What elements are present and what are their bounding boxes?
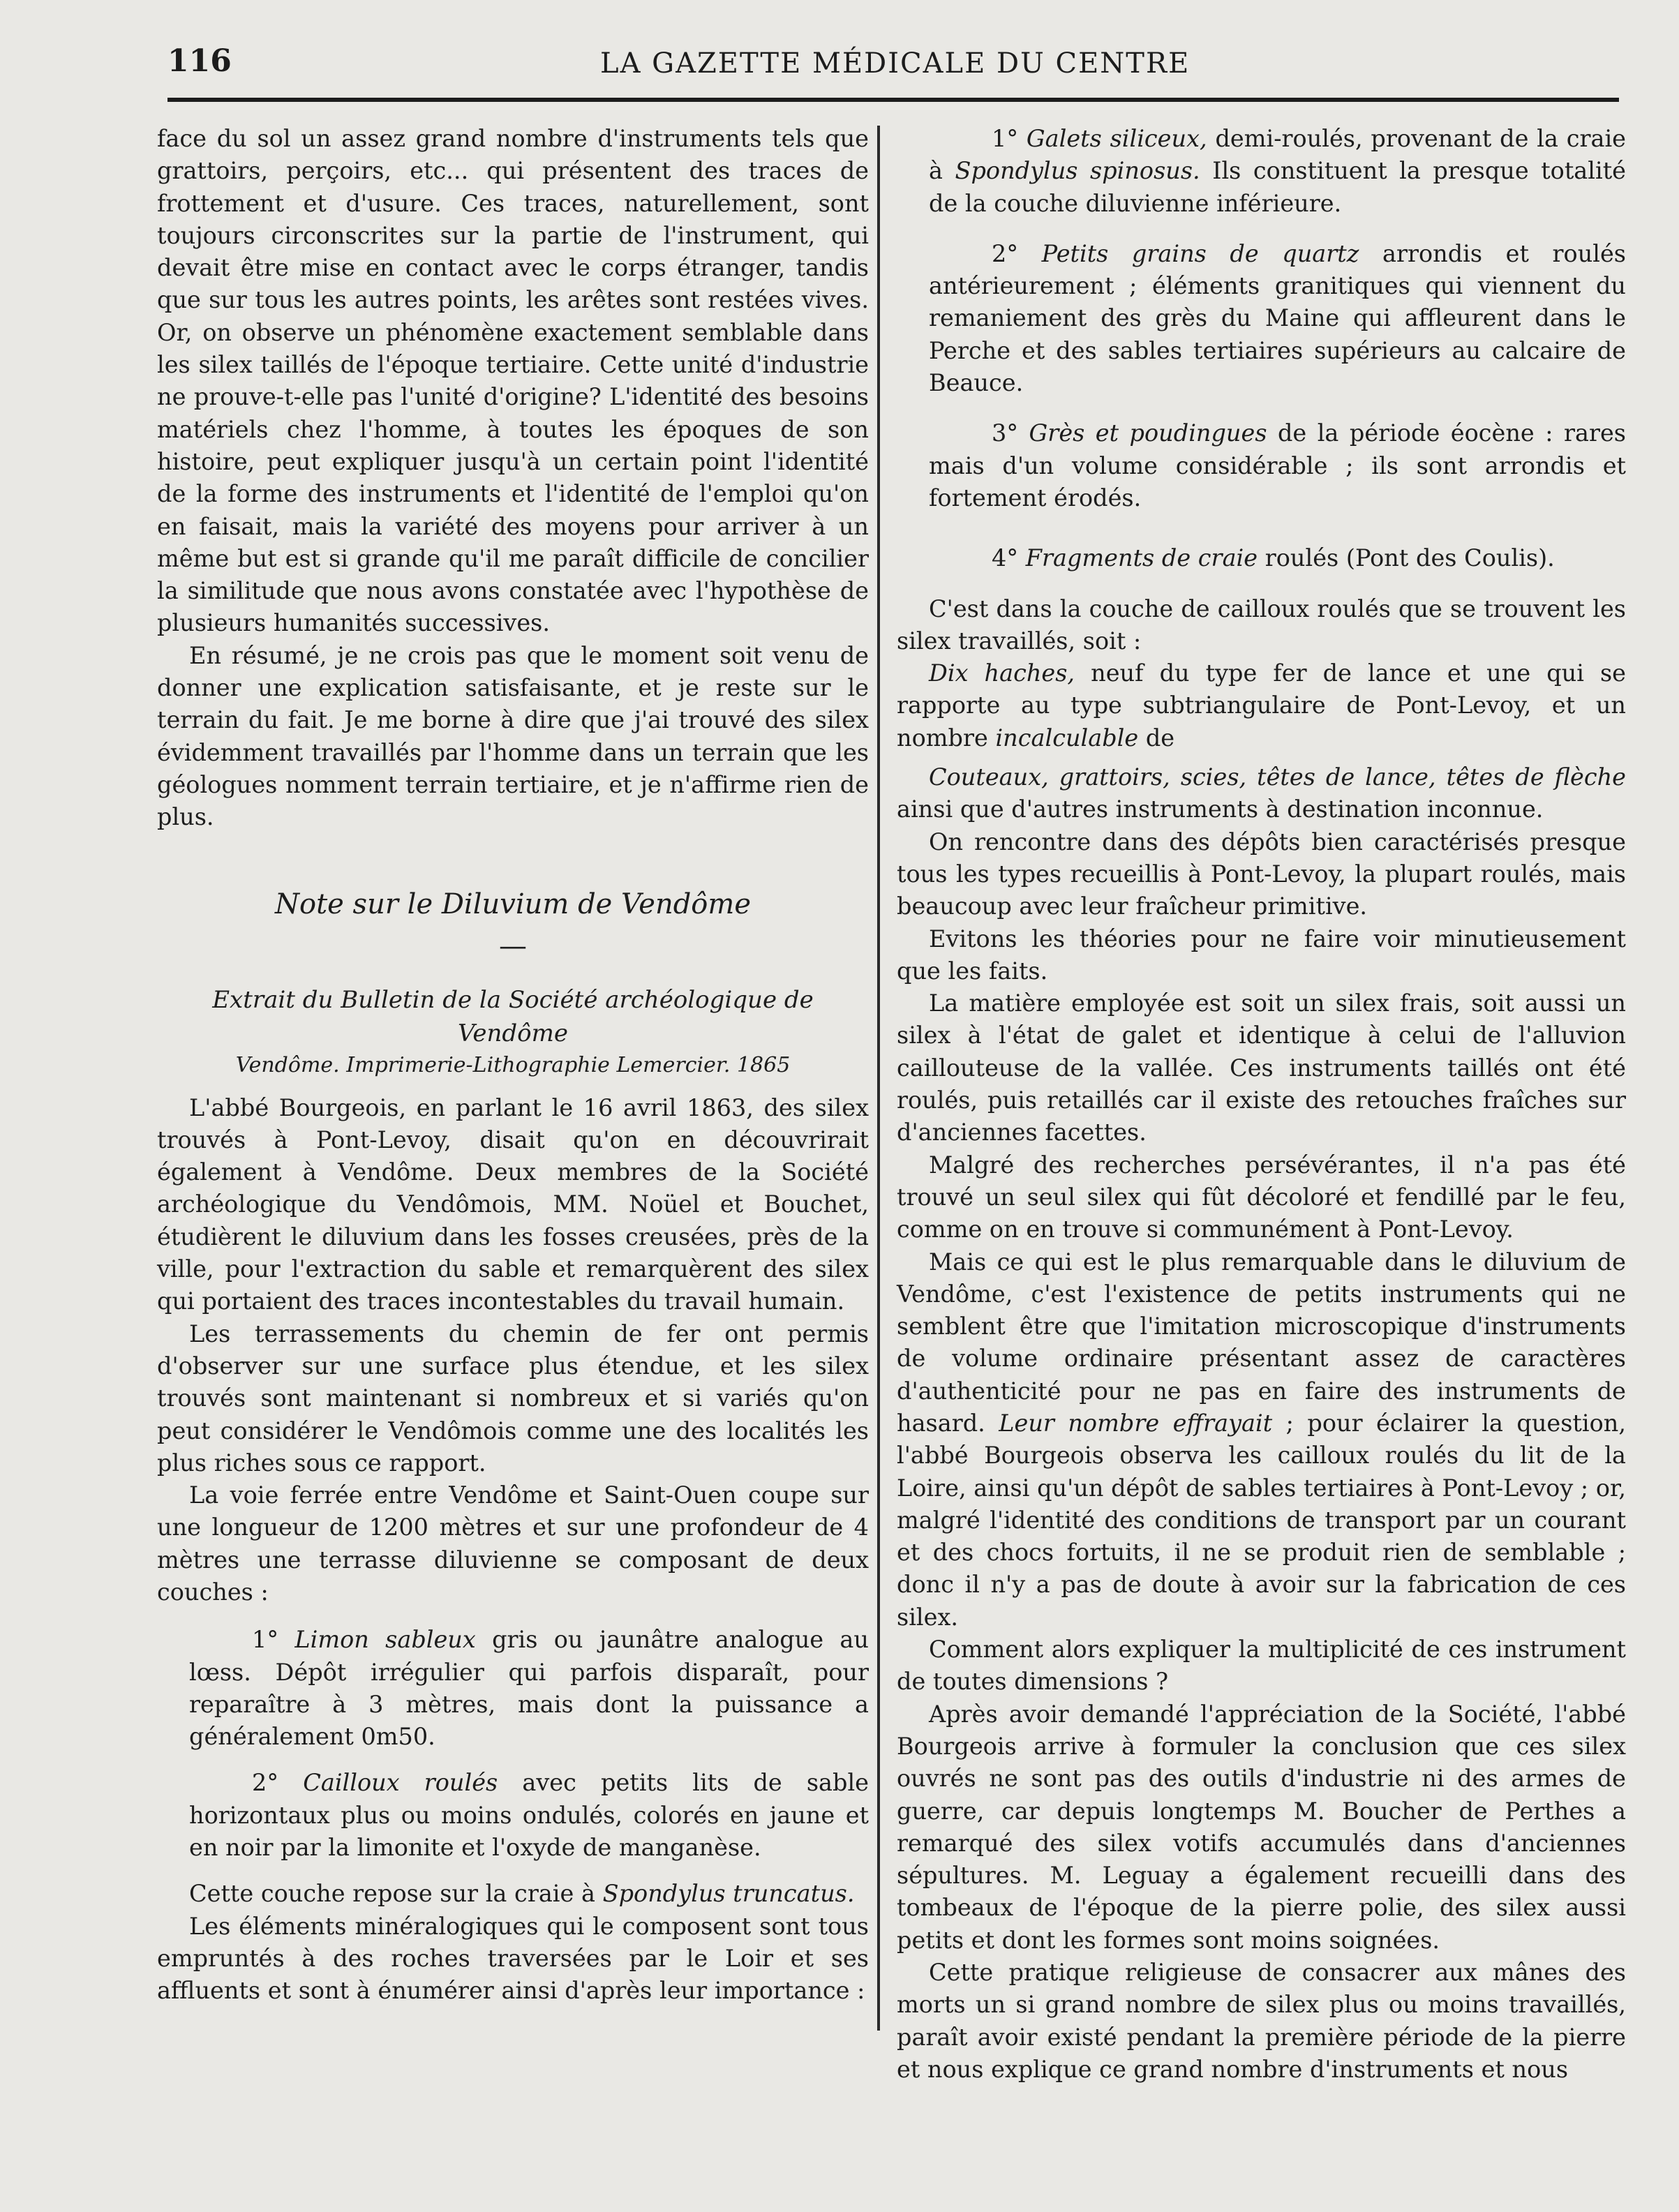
- species-name: Spondylus spinosus.: [955, 157, 1200, 185]
- item-number: 2°: [992, 239, 1019, 267]
- paragraph: Les éléments minéralogiques qui le composent sont tous empruntés à des roches traversées par le Loir et ses affluents et sont à énumérer ainsi d'après leur importance :: [157, 1912, 869, 2005]
- page-number: 116: [167, 43, 232, 79]
- paragraph-text: ainsi que d'autres instruments à destination inconnue.: [897, 795, 1544, 823]
- running-title: LA GAZETTE MÉDICALE DU CENTRE: [600, 47, 1191, 80]
- item-text: gris ou jaunâtre analogue au lœss. Dépôt irrégulier qui parfois disparaît, pour reparaître à 3 mètres, mais dont la puissance a généralement 0m50.: [189, 1626, 869, 1751]
- paragraph-text: de: [1145, 724, 1175, 752]
- item-text: roulés (Pont des Coulis).: [1264, 544, 1555, 572]
- paragraph: La matière employée est soit un silex frais, soit aussi un silex à l'état de galet et identique à celui de l'alluvion caillouteuse de la vallée. Ces instruments taillés ont été roulés, puis retaillés car il existe des retouches fraîches sur d'anciennes facettes.: [897, 989, 1626, 1146]
- paragraph: C'est dans la couche de cailloux roulés que se trouvent les silex travaillés, soit :: [897, 595, 1626, 655]
- extract-line: Extrait du Bulletin de la Société archéologique de Vendôme: [212, 985, 814, 1047]
- paragraph: En résumé, je ne crois pas que le moment soit venu de donner une explication satisfaisante, et je reste sur le terrain du fait. Je me borne à dire que j'ai trouvé des silex évidemment travaillés par l'homme dans un terrain que les géologues nomment terrain tertiaire, et je n'affirme rien de plus.: [157, 641, 869, 831]
- left-column: [157, 123, 869, 2008]
- item-number: 3°: [992, 419, 1019, 447]
- paragraph: Evitons les théories pour ne faire voir minutieusement que les faits.: [897, 925, 1626, 985]
- emphasis: incalculable: [995, 724, 1139, 752]
- item-text: demi-roulés, provenant de la craie à: [929, 125, 1627, 185]
- list-item: [929, 123, 1626, 220]
- item-term: Fragments de craie: [1025, 544, 1258, 572]
- item-text: Ils constituent la presque totalité de la couche diluvienne inférieure.: [929, 157, 1626, 217]
- paragraph: La voie ferrée entre Vendôme et Saint-Ouen coupe sur une longueur de 1200 mètres et sur une profondeur de 4 mètres une terrasse diluvienne se composant de deux couches :: [157, 1481, 869, 1606]
- emphasis: Couteaux, grattoirs, scies, têtes de lance, têtes de flèche: [929, 763, 1626, 791]
- item-number: 4°: [992, 544, 1019, 572]
- title-dash: —: [499, 929, 527, 962]
- paragraph: face du sol un assez grand nombre d'instruments tels que grattoirs, perçoirs, etc... qui présentent des traces de frottement et d'usure. Ces traces, naturellement, sont toujours circonscrites sur la partie de l'instrument, qui devait être mise en contact avec le corps étranger, tandis que sur tous les autres points, les arêtes sont restées vives. Or, on observe un phénomène exactement semblable dans les silex taillés de l'époque tertiaire. Cette unité d'industrie ne prouve-t-elle pas l'unité d'origine? L'identité des besoins matériels chez l'homme, à toutes les époques de son histoire, peut expliquer jusqu'à un certain point l'identité de la forme des instruments et l'identité de l'emploi qu'on en faisait, mais la variété des moyens pour arriver à un même but est si grande qu'il me paraît difficile de concilier la similitude que nous avons constatée avec l'hypothèse de plusieurs humanités successives.: [157, 125, 869, 637]
- list-item: [929, 238, 1626, 399]
- paragraph-text: Cette couche repose sur la craie à: [189, 1880, 595, 1908]
- printer-line: Vendôme. Imprimerie-Lithographie Lemercier. 1865: [235, 1052, 791, 1077]
- paragraph: L'abbé Bourgeois, en parlant le 16 avril 1863, des silex trouvés à Pont-Levoy, disait qu'on en découvrirait également à Vendôme. Deux membres de la Société archéologique du Vendômois, MM. Noüel et Bouchet, étudièrent le diluvium dans les fosses creusées, près de la ville, pour l'extraction du sable et remarquèrent des silex qui portaient des traces incontestables du travail humain.: [157, 1093, 869, 1315]
- item-text: de la période éocène : rares mais d'un volume considérable ; ils sont arrondis et fortement érodés.: [929, 419, 1626, 511]
- list-item: [189, 1767, 869, 1864]
- list-item: [929, 417, 1626, 514]
- list-item: [189, 1624, 869, 1753]
- right-column: [897, 123, 1626, 2086]
- emphasis: Leur nombre effrayait: [999, 1409, 1273, 1437]
- column-divider: [877, 126, 880, 2031]
- list-item: [929, 542, 1626, 574]
- paragraph-text: ; pour éclairer la question, l'abbé Bourgeois observa les cailloux roulés du lit de la Loire, ainsi qu'un dépôt de sables tertiaires à Pont-Levoy ; or, malgré l'identité des conditions de transport par un courant et des chocs fortuits, il ne se produit rien de semblable ; donc il n'y a pas de doute à avoir sur la fabrication de ces silex.: [897, 1409, 1627, 1631]
- paragraph: Cette pratique religieuse de consacrer aux mânes des morts un si grand nombre de silex plus ou moins travaillés, paraît avoir existé pendant la première période de la pierre et nous explique ce grand nombre d'instruments et nous: [897, 1959, 1626, 2083]
- paragraph: Après avoir demandé l'appréciation de la Société, l'abbé Bourgeois arrive à formuler la conclusion que ces silex ouvrés ne sont pas des outils d'industrie ni des armes de guerre, car depuis longtemps M. Boucher de Perthes a remarqué des silex votifs accumulés dans d'anciennes sépultures. M. Leguay a également recueilli dans des tombeaux de l'époque de la pierre polie, des silex aussi petits et dont les formes sont moins soignées.: [897, 1700, 1626, 1954]
- item-term: Petits grains de quartz: [1041, 239, 1359, 267]
- item-number: 1°: [992, 125, 1019, 152]
- item-term: Grès et poudingues: [1029, 419, 1267, 447]
- paragraph: [897, 1246, 1626, 1634]
- paragraph-text: neuf du type fer de lance et une qui se rapporte au type subtriangulaire de Pont-Levoy, et un nombre: [897, 659, 1627, 752]
- paragraph: [897, 761, 1626, 826]
- item-number: 1°: [252, 1626, 279, 1654]
- paragraph: Comment alors expliquer la multiplicité de ces instrument de toutes dimensions ?: [897, 1636, 1626, 1696]
- item-term: Cailloux roulés: [303, 1769, 498, 1797]
- paragraph: [157, 1878, 869, 1910]
- item-number: 2°: [252, 1769, 279, 1797]
- paragraph: [897, 657, 1626, 754]
- paragraph: Malgré des recherches persévérantes, il n'a pas été trouvé un seul silex qui fût décoloré et fendillé par le feu, comme on en trouve si communément à Pont-Levoy.: [897, 1151, 1626, 1243]
- paragraph: On rencontre dans des dépôts bien caractérisés presque tous les types recueillis à Pont-Levoy, la plupart roulés, mais beaucoup avec leur fraîcheur primitive.: [897, 828, 1626, 920]
- item-term: Galets siliceux,: [1026, 125, 1207, 152]
- item-term: Limon sableux: [294, 1626, 476, 1654]
- item-text: avec petits lits de sable horizontaux plus ou moins ondulés, colorés en jaune et en noir par la limonite et l'oxyde de manganèse.: [189, 1769, 869, 1862]
- species-name: Spondylus truncatus.: [602, 1880, 855, 1908]
- paragraph-text: Mais ce qui est le plus remarquable dans le diluvium de Vendôme, c'est l'existence de petits instruments qui ne semblent être que l'imitation microscopique d'instruments de volume ordinaire présentant assez de caractères d'authenticité pour ne pas en faire des instruments de hasard.: [897, 1248, 1626, 1437]
- header-rule: [167, 98, 1619, 102]
- emphasis: Dix haches,: [929, 659, 1075, 687]
- article-title: Note sur le Diluvium de Vendôme: [275, 888, 751, 920]
- item-text: arrondis et roulés antérieurement ; éléments granitiques qui viennent du remaniement des grès du Maine qui affleurent dans le Perche et des sables tertiaires supérieurs au calcaire de Beauce.: [929, 239, 1626, 397]
- paragraph: Les terrassements du chemin de fer ont permis d'observer sur une surface plus étendue, et les silex trouvés sont maintenant si nombreux et si variés qu'on peut considérer le Vendômois comme une des localités les plus riches sous ce rapport.: [157, 1320, 869, 1477]
- page-header: [167, 40, 1616, 89]
